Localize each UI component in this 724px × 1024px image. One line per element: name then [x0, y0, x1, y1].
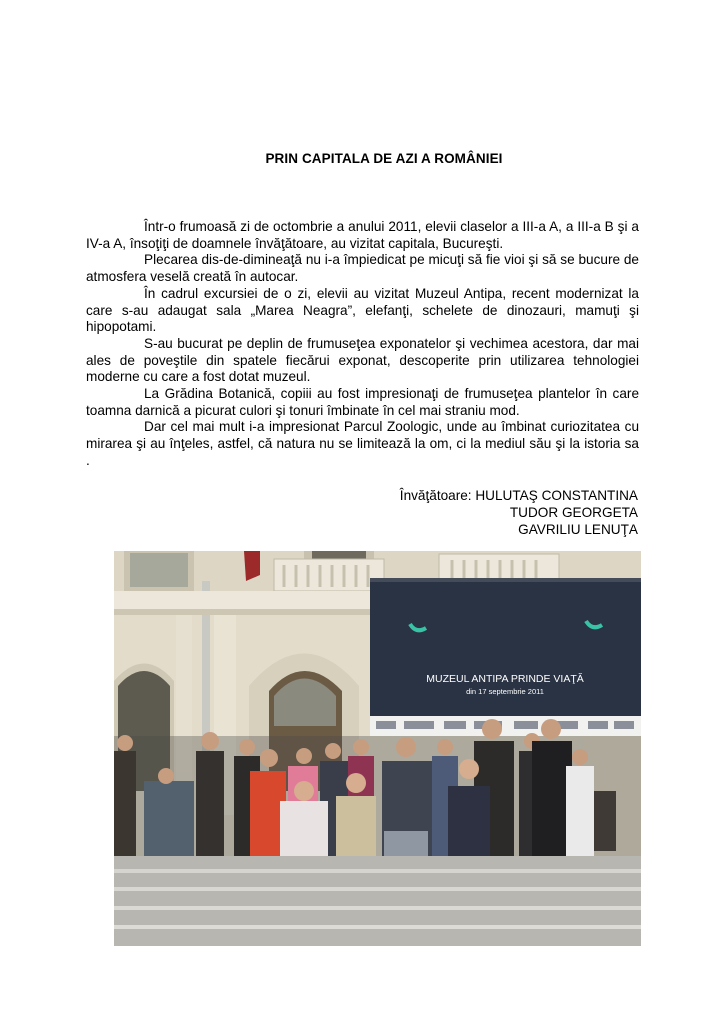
document-title: [0, 151, 724, 166]
article-body: [86, 219, 639, 470]
signature-block: [400, 487, 638, 538]
museum-banner: [370, 578, 641, 736]
signature-line-2: TUDOR GEORGETA: [509, 505, 638, 520]
group-photo: [114, 551, 641, 946]
stairs: [114, 856, 641, 946]
paragraph-6: Dar cel mai mult i-a impresionat Parcul Zoologic, unde au îmbinat curiozitatea cu mirarea şi au înţeles, astfel, că natura nu se limitează la om, ci la mediul său şi la istoria sa .: [86, 419, 639, 468]
paragraph-3: În cadrul excursiei de o zi, elevii au vizitat Muzeul Antipa, recent modernizat la care s-au adaugat sala „Marea Neagra”, elefanţi, schelete de dinozauri, mamuţi şi hipopotami.: [86, 285, 639, 335]
paragraph-5: La Grădina Botanică, copiii au fost impresionaţi de frumuseţea plantelor în care toamna darnică a picurat culori şi tonuri îmbinate în cel mai straniu mod.: [86, 386, 639, 418]
banner-line-2: din 17 septembrie 2011: [466, 687, 544, 696]
signature-line-1: Învăţătoare: HULUTAŞ CONSTANTINA: [399, 488, 638, 503]
signature-line-3: GAVRILIU LENUŢA: [518, 522, 638, 537]
title-text: PRIN CAPITALA DE AZI A ROMÂNIEI: [265, 151, 503, 166]
paragraph-4: S-au bucurat pe deplin de frumuseţea exponatelor şi vechimea acestora, dar mai ales de poveştile din spatele fiecărui exponat, descoperite prin utilizarea tehnologiei moderne cu care a fost dotat muzeul.: [86, 335, 639, 385]
paragraph-2: Plecarea dis-de-dimineaţă nu i-a împiedicat pe micuţi să fie vioi şi să se bucure de atmosfera veselă creată în autocar.: [86, 252, 639, 285]
photo-illustration: [114, 551, 641, 946]
paragraph-1: Într-o frumoasă zi de octombrie a anului 2011, elevii claselor a III-a A, a III-a B şi a IV-a A, însoţiţi de doamnele învăţătoare, au vizitat capitala, Bucureşti.: [86, 219, 639, 251]
banner-line-1: MUZEUL ANTIPA PRINDE VIAŢĂ: [426, 673, 584, 685]
